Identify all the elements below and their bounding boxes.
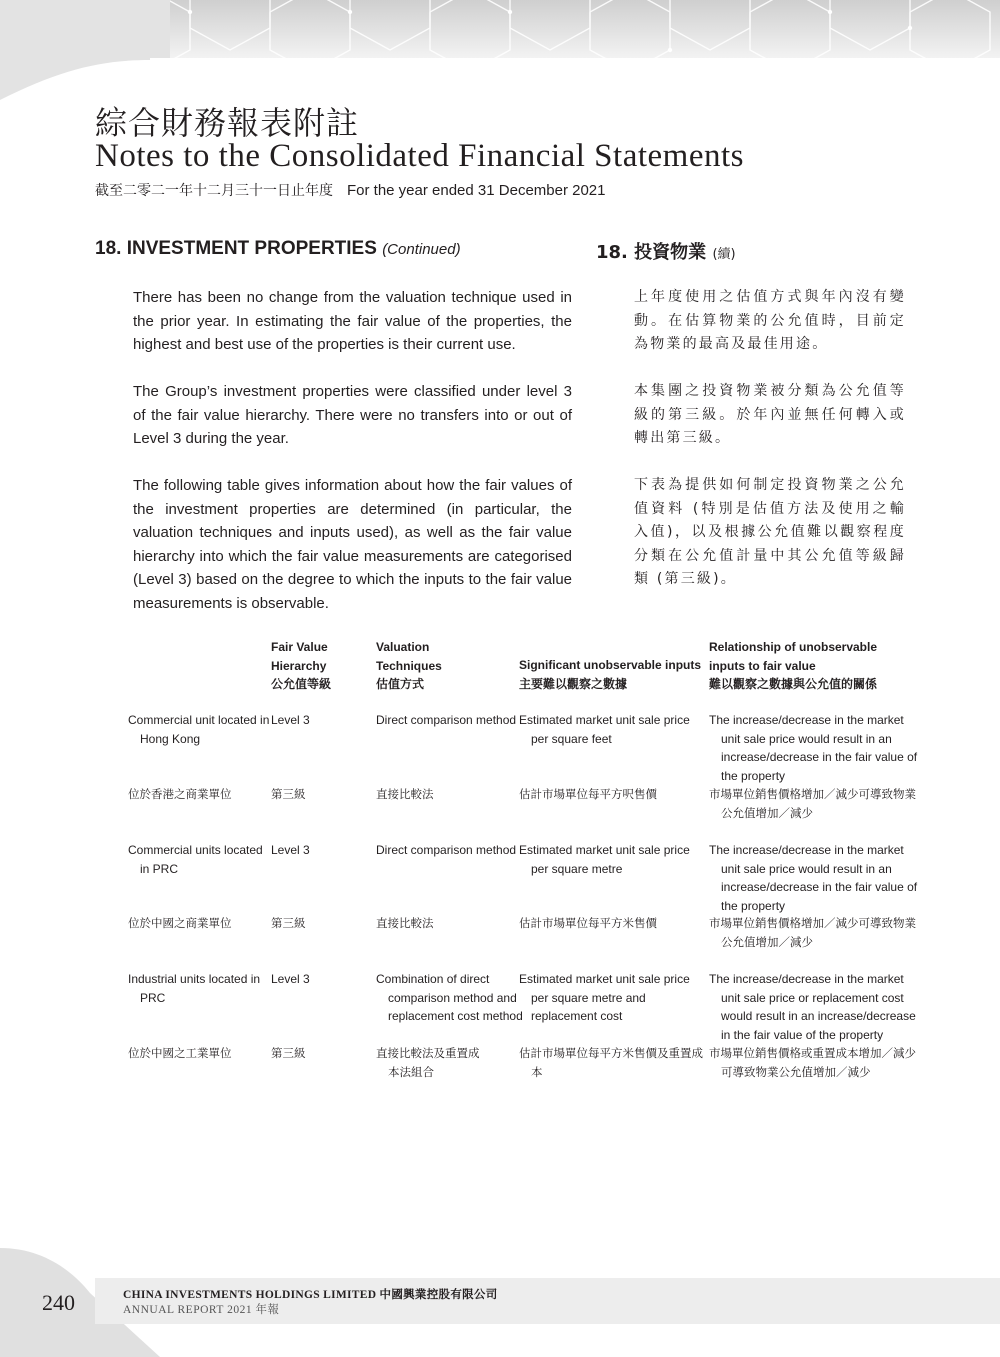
paragraph-english-1: There has been no change from the valuation technique used in the prior year. In estimating the fair value of the properties, the highest and best use of the properties is their current use.: [133, 289, 572, 353]
table-cell-technique-chinese: 直接比較法: [376, 916, 434, 930]
table-cell-inputs-chinese: 估計市場單位每平方米售價及重置成本: [519, 1046, 703, 1079]
table-cell-inputs: Estimated market unit sale price per square feet: [519, 713, 690, 746]
table-cell-technique-chinese: 直接比較法及重置成本法組合: [376, 1046, 480, 1079]
table-cell-inputs: Estimated market unit sale price per square metre: [519, 843, 690, 876]
table-cell-hierarchy: Level 3: [271, 843, 310, 857]
table-cell-hierarchy: Level 3: [271, 972, 310, 986]
paragraph-chinese-2: 本集團之投資物業被分類為公允值等級的第三級。於年內並無任何轉入或轉出第三級。: [634, 383, 906, 446]
table-header-relationship: [709, 638, 909, 694]
continued-label-english: (Continued): [382, 241, 461, 258]
header-hierarchy-line1: Fair Value: [271, 640, 328, 654]
table-cell-inputs-chinese: 估計市場單位每平方米售價: [519, 916, 657, 930]
table-cell-hierarchy: Level 3: [271, 713, 310, 727]
section-heading-chinese: [596, 238, 736, 264]
page-number: 240: [42, 1290, 75, 1315]
table-cell-relationship-chinese: 市場單位銷售價格增加／減少可導致物業公允值增加／減少: [709, 787, 916, 820]
table-cell-relationship: The increase/decrease in the market unit sale price would result in an increase/decrease in the fair value of the property: [709, 713, 918, 783]
paragraph-english-2: The Group’s investment properties were classified under level 3 of the fair value hierarchy. There were no transfers into or out of Level 3 during the year.: [133, 383, 572, 447]
paragraph-english-3: The following table gives information about how the fair values of the investment properties are determined (in particular, the valuation techniques and inputs used), as well as the fair value hierarchy into which the fair value measurements are categorised (Level 3) based on the degree to which the inputs to the fair value measurements is observable.: [133, 477, 572, 612]
table-cell-inputs-chinese: 估計市場單位每平方呎售價: [519, 787, 657, 801]
table-cell-hierarchy-chinese: 第三級: [271, 916, 306, 930]
header-inputs-chinese: 主要難以觀察之數據: [519, 676, 628, 691]
table-cell-property: Industrial units located in PRC: [128, 972, 261, 1005]
page-title-chinese: 綜合財務報表附註: [95, 104, 360, 142]
header-technique-line2: Techniques: [376, 658, 442, 673]
section-title-chinese: 18. 投資物業: [596, 242, 707, 263]
section-title-english: 18. INVESTMENT PROPERTIES: [95, 238, 377, 259]
header-relationship-chinese: 難以觀察之數據與公允值的關係: [709, 677, 878, 691]
table-cell-technique: Direct comparison method: [376, 843, 517, 857]
table-header-technique: [376, 638, 506, 694]
table-cell-relationship-chinese: 市場單位銷售價格或重置成本增加／減少可導致物業公允值增加／減少: [709, 1046, 916, 1079]
header-hierarchy-line2: Hierarchy: [271, 658, 327, 673]
header-technique-chinese: 估值方式: [376, 677, 425, 691]
table-cell-property: Commercial unit located in Hong Kong: [128, 713, 270, 746]
header-technique-line1: Valuation: [376, 640, 430, 654]
header-relationship-line1: Relationship of unobservable: [709, 640, 878, 654]
table-header-hierarchy: [271, 638, 371, 694]
subtitle-english: For the year ended 31 December 2021: [347, 182, 606, 199]
table-cell-technique-chinese: 直接比較法: [376, 787, 434, 801]
table-cell-property-chinese: 位於中國之工業單位: [128, 1046, 232, 1060]
continued-label-chinese: (續): [712, 247, 736, 262]
table-header-inputs: [519, 656, 704, 693]
table-cell-relationship: The increase/decrease in the market unit sale price would result in an increase/decrease in the fair value of the property: [709, 843, 918, 913]
section-heading-english: [95, 238, 461, 260]
paragraph-chinese-3: 下表為提供如何制定投資物業之公允值資料 (特別是估值方法及使用之輸入值)，以及根據公允值難以觀察程度分類在公允值計量中其公允值等級歸類 (第三級)。: [634, 477, 906, 587]
table-cell-technique: Direct comparison method: [376, 713, 517, 727]
table-cell-inputs: Estimated market unit sale price per square metre and replacement cost: [519, 972, 690, 1023]
table-cell-hierarchy-chinese: 第三級: [271, 1046, 306, 1060]
table-cell-property-chinese: 位於中國之商業單位: [128, 916, 232, 930]
header-band-edge: [150, 58, 1000, 60]
header-relationship-line2: inputs to fair value: [709, 658, 816, 673]
header-inputs-english: Significant unobservable inputs: [519, 658, 702, 672]
subtitle-chinese: 截至二零二一年十二月三十一日止年度: [95, 183, 333, 199]
table-cell-relationship-chinese: 市場單位銷售價格增加／減少可導致物業公允值增加／減少: [709, 916, 916, 949]
table-cell-technique: Combination of direct comparison method and replacement cost method: [376, 972, 523, 1023]
page-title-english: Notes to the Consolidated Financial Statements: [95, 138, 744, 174]
table-cell-property-chinese: 位於香港之商業單位: [128, 787, 232, 801]
footer-report-title: ANNUAL REPORT 2021 年報: [123, 1304, 280, 1316]
footer-company-name: CHINA INVESTMENTS HOLDINGS LIMITED 中國興業控股有限公司: [123, 1289, 498, 1301]
table-cell-property: Commercial units located in PRC: [128, 843, 263, 876]
table-cell-relationship: The increase/decrease in the market unit sale price or replacement cost would result in an increase/decrease in the fair value of the property: [709, 972, 916, 1042]
header-hierarchy-chinese: 公允值等級: [271, 677, 332, 691]
paragraph-chinese-1: 上年度使用之估值方式與年內沒有變動。在估算物業的公允值時，目前定為物業的最高及最佳用途。: [634, 289, 906, 352]
header-corner-swoosh: [0, 0, 170, 100]
page-subtitle: [95, 180, 606, 200]
table-cell-hierarchy-chinese: 第三級: [271, 787, 306, 801]
